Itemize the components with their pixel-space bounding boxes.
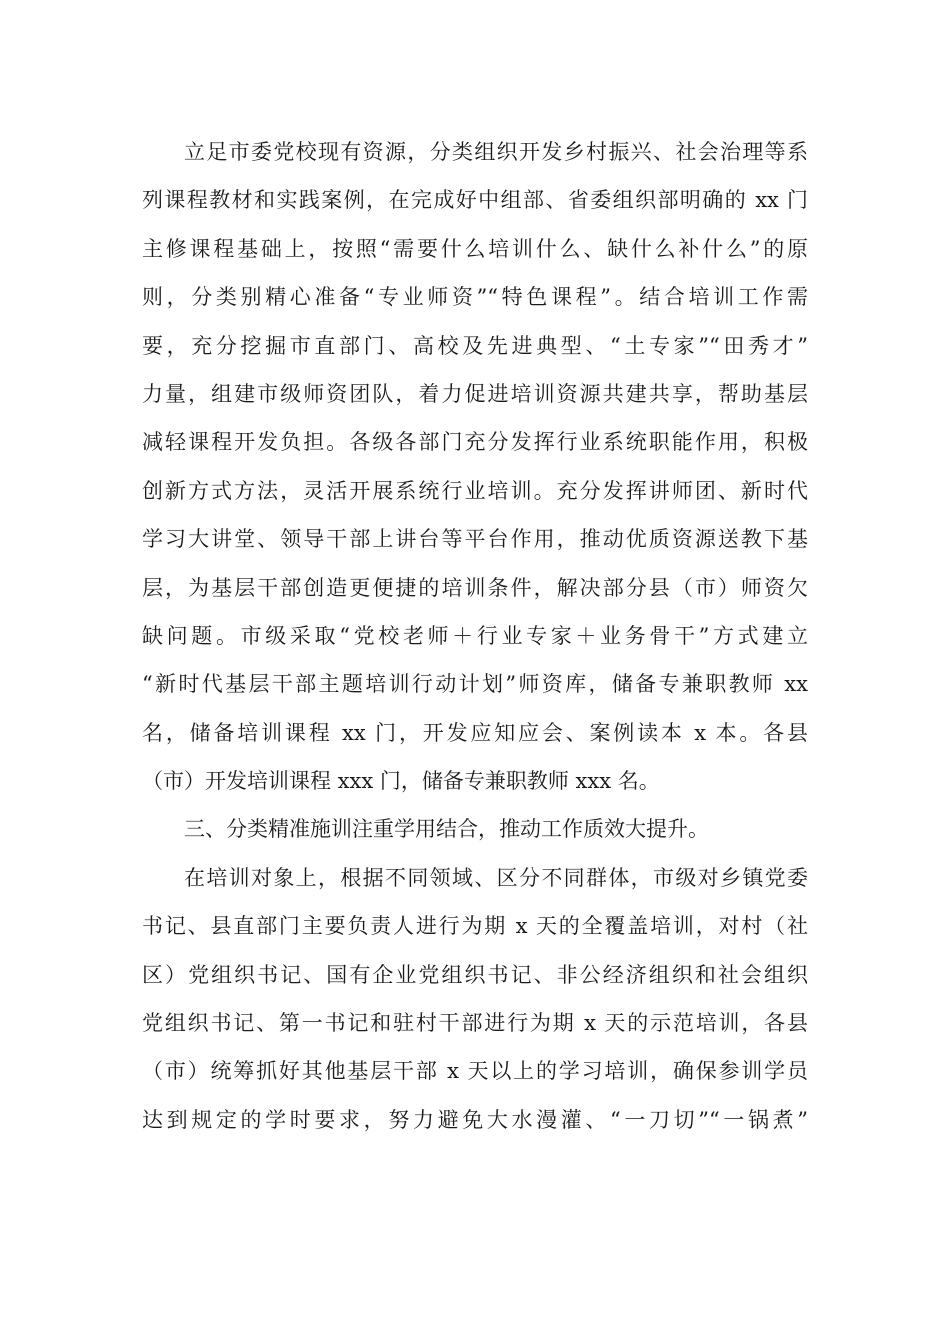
section-heading-three (142, 805, 808, 853)
text-line: 学习大讲堂、领导干部上讲台等平台作用，推动优质资源送教下基 (142, 527, 808, 552)
paragraph-training-targets (142, 854, 808, 1144)
paragraph-teacher-resources (142, 128, 808, 805)
text-line: 党组织书记、第一书记和驻村干部进行为期 x 天的示范培训，各县 (142, 1011, 808, 1036)
text-line: （市）开发培训课程 xxx 门，储备专兼职教师 xxx 名。 (142, 769, 660, 794)
text-line: 缺问题。市级采取“党校老师＋行业专家＋业务骨干”方式建立 (142, 623, 808, 648)
text-line: （市）统筹抓好其他基层干部 x 天以上的学习培训，确保参训学员 (142, 1059, 808, 1084)
text-line: 达到规定的学时要求，努力避免大水漫灌、“一刀切”“一锅煮” (142, 1107, 808, 1132)
text-line: 区）党组织书记、国有企业党组织书记、非公经济组织和社会组织 (142, 962, 808, 987)
text-line: 减轻课程开发负担。各级各部门充分发挥行业系统职能作用，积极 (142, 430, 808, 455)
document-body (142, 128, 808, 1144)
text-line: 层，为基层干部创造更便捷的培训条件，解决部分县（市）师资欠 (142, 575, 808, 600)
text-line: 则，分类别精心准备“专业师资”“特色课程”。结合培训工作需 (142, 285, 808, 310)
text-line: 名，储备培训课程 xx 门，开发应知应会、案例读本 x 本。各县 (142, 720, 808, 745)
text-line: 在培训对象上，根据不同领域、区分不同群体，市级对乡镇党委 (184, 865, 808, 890)
text-line: 力量，组建市级师资团队，着力促进培训资源共建共享，帮助基层 (142, 381, 808, 406)
text-line: 创新方式方法，灵活开展系统行业培训。充分发挥讲师团、新时代 (142, 478, 808, 503)
text-line: 主修课程基础上，按照“需要什么培训什么、缺什么补什么”的原 (142, 236, 808, 261)
text-line: 列课程教材和实践案例，在完成好中组部、省委组织部明确的 xx 门 (142, 188, 808, 213)
text-line: 要，充分挖掘市直部门、高校及先进典型、“土专家”“田秀才” (142, 333, 808, 358)
text-line: 书记、县直部门主要负责人进行为期 x 天的全覆盖培训，对村（社 (142, 914, 808, 939)
text-line: “新时代基层干部主题培训行动计划”师资库，储备专兼职教师 xx (142, 672, 808, 697)
section-heading: 三、分类精准施训注重学用结合，推动工作质效大提升。 (184, 817, 709, 842)
text-line: 立足市委党校现有资源，分类组织开发乡村振兴、社会治理等系 (184, 140, 808, 164)
